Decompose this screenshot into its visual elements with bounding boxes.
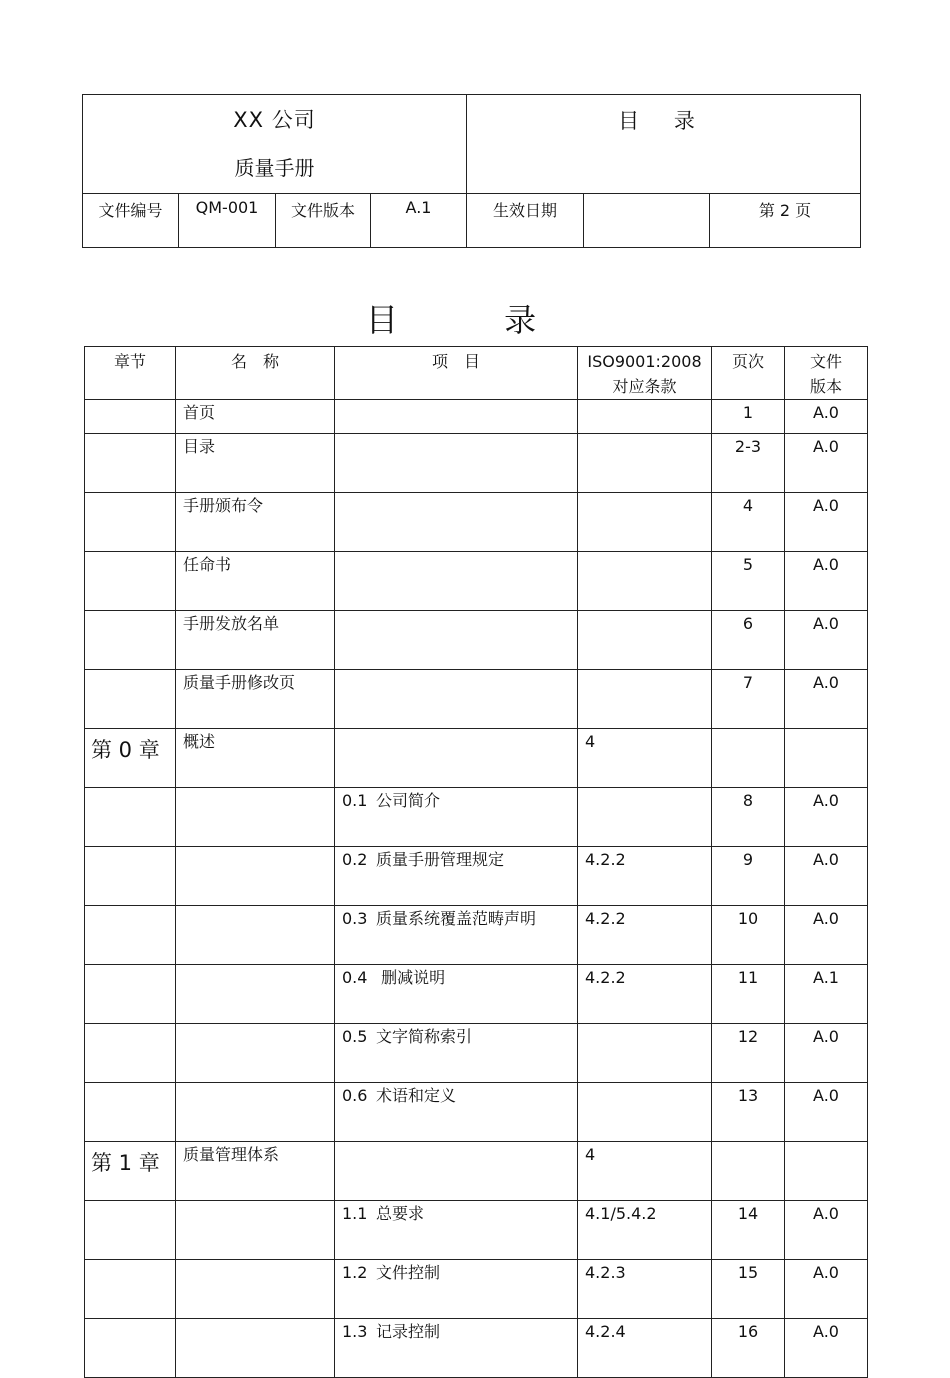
iso-clause-cell: 4.2.3 — [578, 1260, 712, 1319]
version-cell: A.0 — [785, 847, 868, 906]
item-cell — [335, 729, 578, 788]
iso-clause-cell: 4 — [578, 1142, 712, 1201]
doc-title-cell — [467, 95, 861, 194]
table-row — [85, 670, 868, 729]
name-cell — [176, 1083, 335, 1142]
item-cell — [335, 965, 578, 1024]
page-cell — [712, 729, 785, 788]
table-row — [85, 434, 868, 493]
doc-no-value: QM-001 — [179, 194, 276, 248]
chapter-cell — [85, 1083, 176, 1142]
company-name: XX 公司 — [233, 108, 316, 132]
table-row — [85, 788, 868, 847]
chapter-cell — [85, 965, 176, 1024]
page-cell — [712, 1142, 785, 1201]
item-number: 0.5 — [342, 1027, 368, 1046]
doc-no-label: 文件编号 — [83, 194, 179, 248]
document-header-table — [82, 94, 861, 248]
iso-clause-cell — [578, 400, 712, 434]
name-cell: 任命书 — [176, 552, 335, 611]
iso-clause-cell — [578, 1024, 712, 1083]
item-cell — [335, 906, 578, 965]
chapter-cell — [85, 670, 176, 729]
page-cell: 16 — [712, 1319, 785, 1378]
effective-date-label: 生效日期 — [467, 194, 584, 248]
page-cell: 6 — [712, 611, 785, 670]
col-version-header-line2: 版本 — [809, 377, 842, 396]
toc-header-row — [85, 347, 868, 400]
manual-name: 质量手册 — [234, 156, 315, 180]
chapter-cell — [85, 1319, 176, 1378]
item-number: 1.1 — [342, 1204, 368, 1223]
version-cell: A.0 — [785, 434, 868, 493]
effective-date-value — [584, 194, 710, 248]
table-row — [85, 847, 868, 906]
page-cell: 5 — [712, 552, 785, 611]
chapter-cell — [85, 1024, 176, 1083]
chapter-cell: 第 1 章 — [85, 1142, 176, 1201]
name-cell: 概述 — [176, 729, 335, 788]
chapter-cell — [85, 906, 176, 965]
version-cell: A.0 — [785, 1083, 868, 1142]
item-text: 术语和定义 — [376, 1086, 457, 1105]
page-cell: 4 — [712, 493, 785, 552]
item-cell — [335, 847, 578, 906]
version-cell: A.0 — [785, 493, 868, 552]
item-cell — [335, 670, 578, 729]
name-cell: 手册发放名单 — [176, 611, 335, 670]
table-row — [85, 729, 868, 788]
item-text: 删减说明 — [376, 968, 446, 987]
col-page-header: 页次 — [712, 347, 785, 400]
toc-title: 目 录 — [365, 301, 585, 339]
version-cell: A.1 — [785, 965, 868, 1024]
version-cell: A.0 — [785, 552, 868, 611]
iso-clause-cell: 4.2.2 — [578, 906, 712, 965]
version-label: 文件版本 — [276, 194, 371, 248]
iso-clause-cell — [578, 552, 712, 611]
page-cell: 1 — [712, 400, 785, 434]
item-cell — [335, 400, 578, 434]
page-cell: 7 — [712, 670, 785, 729]
page-cell: 10 — [712, 906, 785, 965]
table-row — [85, 1201, 868, 1260]
item-cell — [335, 434, 578, 493]
col-version-header — [785, 347, 868, 400]
version-cell: A.0 — [785, 1201, 868, 1260]
name-cell — [176, 1319, 335, 1378]
version-cell: A.0 — [785, 670, 868, 729]
table-row — [85, 611, 868, 670]
chapter-cell — [85, 847, 176, 906]
iso-clause-cell: 4.2.2 — [578, 847, 712, 906]
iso-clause-cell: 4 — [578, 729, 712, 788]
version-cell: A.0 — [785, 611, 868, 670]
col-iso-header — [578, 347, 712, 400]
item-cell — [335, 1260, 578, 1319]
item-number: 0.3 — [342, 909, 368, 928]
chapter-cell — [85, 552, 176, 611]
iso-clause-cell: 4.2.4 — [578, 1319, 712, 1378]
version-cell: A.0 — [785, 1024, 868, 1083]
table-row — [85, 1142, 868, 1201]
iso-clause-cell: 4.2.2 — [578, 965, 712, 1024]
company-title-cell — [83, 95, 467, 194]
name-cell: 质量管理体系 — [176, 1142, 335, 1201]
item-text: 总要求 — [376, 1204, 425, 1223]
name-cell: 目录 — [176, 434, 335, 493]
iso-clause-cell — [578, 788, 712, 847]
name-cell — [176, 1201, 335, 1260]
iso-clause-cell — [578, 611, 712, 670]
name-cell: 质量手册修改页 — [176, 670, 335, 729]
name-cell: 首页 — [176, 400, 335, 434]
chapter-cell — [85, 611, 176, 670]
version-cell — [785, 729, 868, 788]
version-cell: A.0 — [785, 1260, 868, 1319]
chapter-cell — [85, 788, 176, 847]
table-row — [85, 400, 868, 434]
chapter-cell — [85, 434, 176, 493]
page-cell: 12 — [712, 1024, 785, 1083]
page-cell: 11 — [712, 965, 785, 1024]
item-number: 0.1 — [342, 791, 368, 810]
name-cell: 手册颁布令 — [176, 493, 335, 552]
col-chapter-header: 章节 — [85, 347, 176, 400]
item-number: 0.4 — [342, 968, 368, 987]
item-text: 记录控制 — [376, 1322, 441, 1341]
page-cell: 14 — [712, 1201, 785, 1260]
table-row — [85, 1083, 868, 1142]
iso-clause-cell — [578, 1083, 712, 1142]
table-row — [85, 965, 868, 1024]
iso-clause-cell — [578, 670, 712, 729]
col-item-header: 项 目 — [335, 347, 578, 400]
table-row — [85, 493, 868, 552]
col-iso-header-line2: 对应条款 — [612, 377, 677, 396]
name-cell — [176, 1260, 335, 1319]
item-number: 0.6 — [342, 1086, 368, 1105]
version-cell — [785, 1142, 868, 1201]
iso-clause-cell — [578, 434, 712, 493]
item-number: 0.2 — [342, 850, 368, 869]
iso-clause-cell — [578, 493, 712, 552]
version-cell: A.0 — [785, 906, 868, 965]
page-cell: 13 — [712, 1083, 785, 1142]
page-cell: 15 — [712, 1260, 785, 1319]
item-text: 公司简介 — [376, 791, 441, 810]
item-cell — [335, 1319, 578, 1378]
table-row — [85, 1024, 868, 1083]
item-cell — [335, 788, 578, 847]
doc-title: 目 录 — [618, 109, 709, 133]
col-iso-header-line1: ISO9001:2008 — [587, 352, 702, 371]
name-cell — [176, 788, 335, 847]
version-cell: A.0 — [785, 400, 868, 434]
item-text: 质量系统覆盖范畴声明 — [376, 909, 537, 928]
chapter-cell: 第 0 章 — [85, 729, 176, 788]
table-row — [85, 906, 868, 965]
table-row — [85, 1319, 868, 1378]
page-number: 第 2 页 — [710, 194, 861, 248]
version-cell: A.0 — [785, 1319, 868, 1378]
col-version-header-line1: 文件 — [809, 352, 842, 371]
page-cell: 2-3 — [712, 434, 785, 493]
name-cell — [176, 965, 335, 1024]
item-cell — [335, 552, 578, 611]
item-cell — [335, 611, 578, 670]
item-cell — [335, 493, 578, 552]
item-text: 文件控制 — [376, 1263, 441, 1282]
page-cell: 9 — [712, 847, 785, 906]
version-cell: A.0 — [785, 788, 868, 847]
item-number: 1.3 — [342, 1322, 368, 1341]
version-value: A.1 — [371, 194, 467, 248]
col-name-header: 名 称 — [176, 347, 335, 400]
item-cell — [335, 1142, 578, 1201]
item-cell — [335, 1024, 578, 1083]
item-text: 文字简称索引 — [376, 1027, 473, 1046]
table-row — [85, 552, 868, 611]
toc-table — [84, 346, 868, 1378]
name-cell — [176, 906, 335, 965]
name-cell — [176, 847, 335, 906]
chapter-cell — [85, 1201, 176, 1260]
name-cell — [176, 1024, 335, 1083]
iso-clause-cell: 4.1/5.4.2 — [578, 1201, 712, 1260]
item-text: 质量手册管理规定 — [376, 850, 505, 869]
chapter-cell — [85, 493, 176, 552]
item-number: 1.2 — [342, 1263, 368, 1282]
chapter-cell — [85, 1260, 176, 1319]
table-row — [85, 1260, 868, 1319]
chapter-cell — [85, 400, 176, 434]
item-cell — [335, 1083, 578, 1142]
item-cell — [335, 1201, 578, 1260]
page-cell: 8 — [712, 788, 785, 847]
